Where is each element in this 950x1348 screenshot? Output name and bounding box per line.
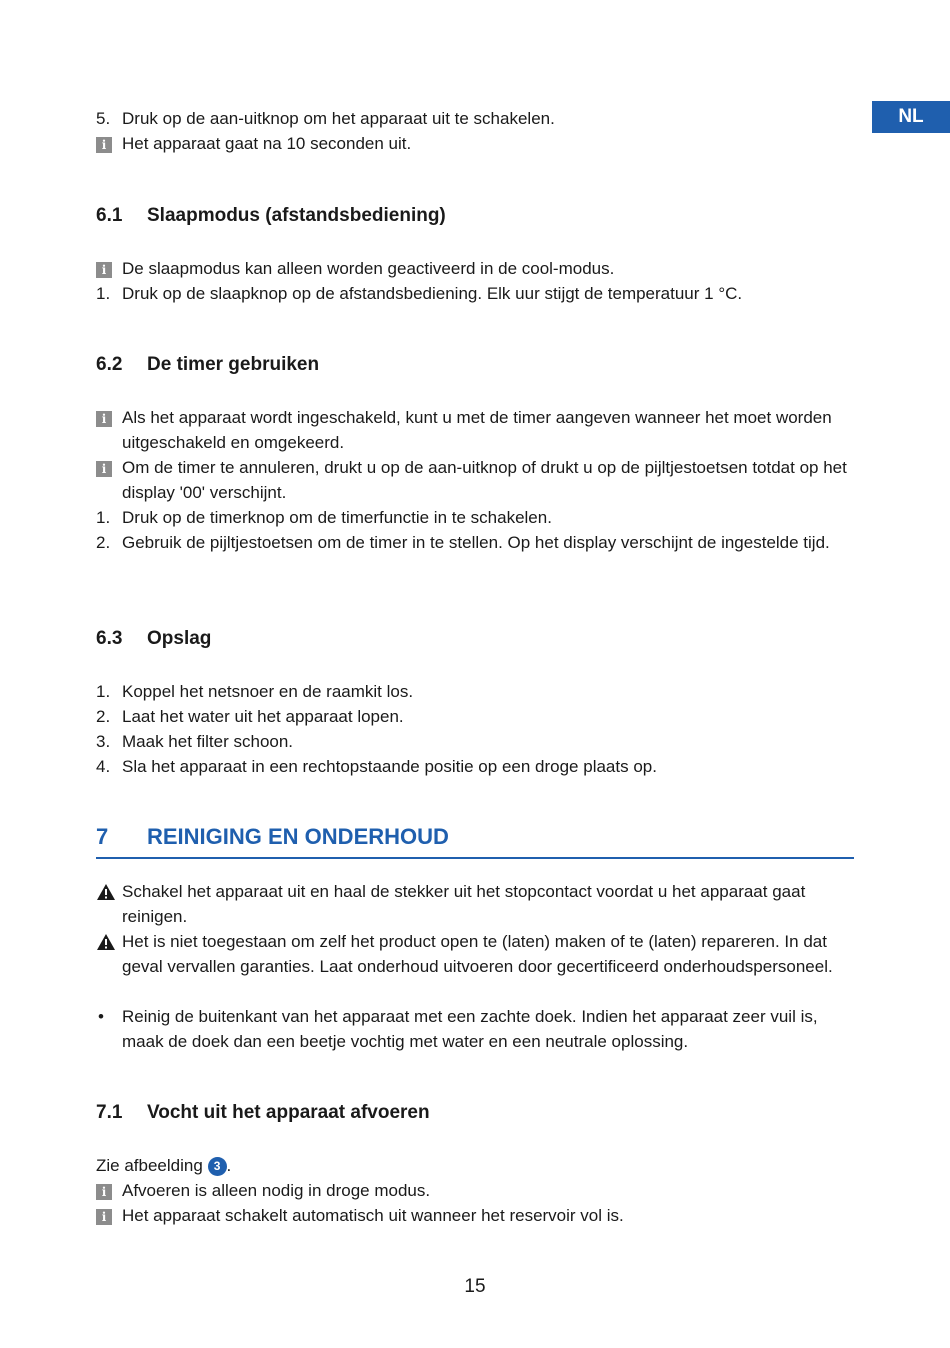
list-item: [96, 281, 856, 306]
page-number: 15: [464, 1276, 486, 1297]
info-text: Om de timer te annuleren, drukt u op de aan-uitknop of drukt u op de pijltjestoetsen totdat op het display '00' verschijnt.: [122, 458, 847, 502]
section-title: De timer gebruiken: [147, 354, 320, 375]
warning-icon: [96, 933, 116, 951]
info-icon: i: [96, 262, 112, 278]
list-text: Laat het water uit het apparaat lopen.: [122, 707, 404, 726]
list-number: 1.: [96, 682, 111, 701]
list-text: Druk op de timerknop om de timerfunctie in te schakelen.: [122, 508, 552, 527]
bullet-item: [96, 1004, 856, 1054]
info-note: [96, 405, 856, 455]
list-number: 1.: [96, 284, 111, 303]
section-heading-6-1: [96, 205, 446, 227]
list-number: 1.: [96, 508, 111, 527]
info-icon: i: [96, 461, 112, 477]
info-text: Het apparaat schakelt automatisch uit wanneer het reservoir vol is.: [122, 1206, 624, 1225]
info-note: [96, 455, 856, 505]
info-note: [96, 1203, 856, 1228]
section-title: Vocht uit het apparaat afvoeren: [147, 1102, 430, 1123]
warning-text: Schakel het apparaat uit en haal de stekker uit het stopcontact voordat u het apparaat gaat reinigen.: [122, 882, 806, 926]
section-title: Slaapmodus (afstandsbediening): [147, 205, 446, 226]
section-number: 6.3: [96, 628, 123, 649]
info-icon: i: [96, 137, 112, 153]
info-icon: i: [96, 1184, 112, 1200]
section-number: 6.2: [96, 354, 123, 375]
info-text: Als het apparaat wordt ingeschakeld, kunt u met de timer aangeven wanneer het moet worden uitgeschakeld en omgekeerd.: [122, 408, 832, 452]
info-icon: i: [96, 411, 112, 427]
list-item: [96, 530, 856, 555]
info-text: Afvoeren is alleen nodig in droge modus.: [122, 1181, 431, 1200]
list-item: [96, 106, 856, 131]
figure-reference: [96, 1153, 856, 1178]
warning-icon: [96, 883, 116, 901]
list-number: 4.: [96, 757, 111, 776]
section-heading-7-1: [96, 1102, 430, 1124]
list-item: [96, 704, 856, 729]
list-item: [96, 505, 856, 530]
info-note: [96, 1178, 856, 1203]
info-icon: i: [96, 1209, 112, 1225]
chapter-number: 7: [96, 824, 109, 849]
list-number: 5.: [96, 109, 111, 128]
warning-note: [96, 929, 856, 979]
chapter-title: REINIGING EN ONDERHOUD: [147, 824, 449, 849]
list-item: [96, 754, 856, 779]
list-item: [96, 729, 856, 754]
bullet-text: Reinig de buitenkant van het apparaat met een zachte doek. Indien het apparaat zeer vuil is, maak de doek dan een beetje vochtig met water en een neutrale oplossing.: [122, 1007, 818, 1051]
list-text: Sla het apparaat in een rechtopstaande positie op een droge plaats op.: [122, 757, 657, 776]
section-number: 7.1: [96, 1102, 123, 1123]
language-tab: NL: [872, 101, 950, 133]
figure-number-badge: 3: [208, 1157, 227, 1176]
info-text: Het apparaat gaat na 10 seconden uit.: [122, 134, 412, 153]
info-note: [96, 131, 856, 156]
figure-reference-text: Zie afbeelding: [96, 1156, 203, 1175]
list-number: 2.: [96, 533, 111, 552]
warning-note: [96, 879, 856, 929]
info-note: [96, 256, 856, 281]
list-item: [96, 679, 856, 704]
list-text: Druk op de aan-uitknop om het apparaat uit te schakelen.: [122, 109, 555, 128]
section-title: Opslag: [147, 628, 212, 649]
list-text: Druk op de slaapknop op de afstandsbediening. Elk uur stijgt de temperatuur 1 °C.: [122, 284, 743, 303]
list-number: 3.: [96, 732, 111, 751]
section-number: 6.1: [96, 205, 123, 226]
info-text: De slaapmodus kan alleen worden geactiveerd in de cool-modus.: [122, 259, 615, 278]
figure-reference-suffix: .: [226, 1156, 232, 1175]
bullet: •: [98, 1007, 104, 1026]
list-text: Maak het filter schoon.: [122, 732, 294, 751]
list-text: Gebruik de pijltjestoetsen om de timer in te stellen. Op het display verschijnt de ingestelde tijd.: [122, 533, 830, 552]
chapter-heading-7: [96, 824, 854, 859]
list-text: Koppel het netsnoer en de raamkit los.: [122, 682, 414, 701]
section-heading-6-3: [96, 628, 211, 650]
warning-text: Het is niet toegestaan om zelf het product open te (laten) maken of te (laten) repareren. In dat geval vervallen garanties. Laat onderhoud uitvoeren door gecertificeerd onderhoudspersoneel.: [122, 932, 833, 976]
section-heading-6-2: [96, 354, 319, 376]
list-number: 2.: [96, 707, 111, 726]
